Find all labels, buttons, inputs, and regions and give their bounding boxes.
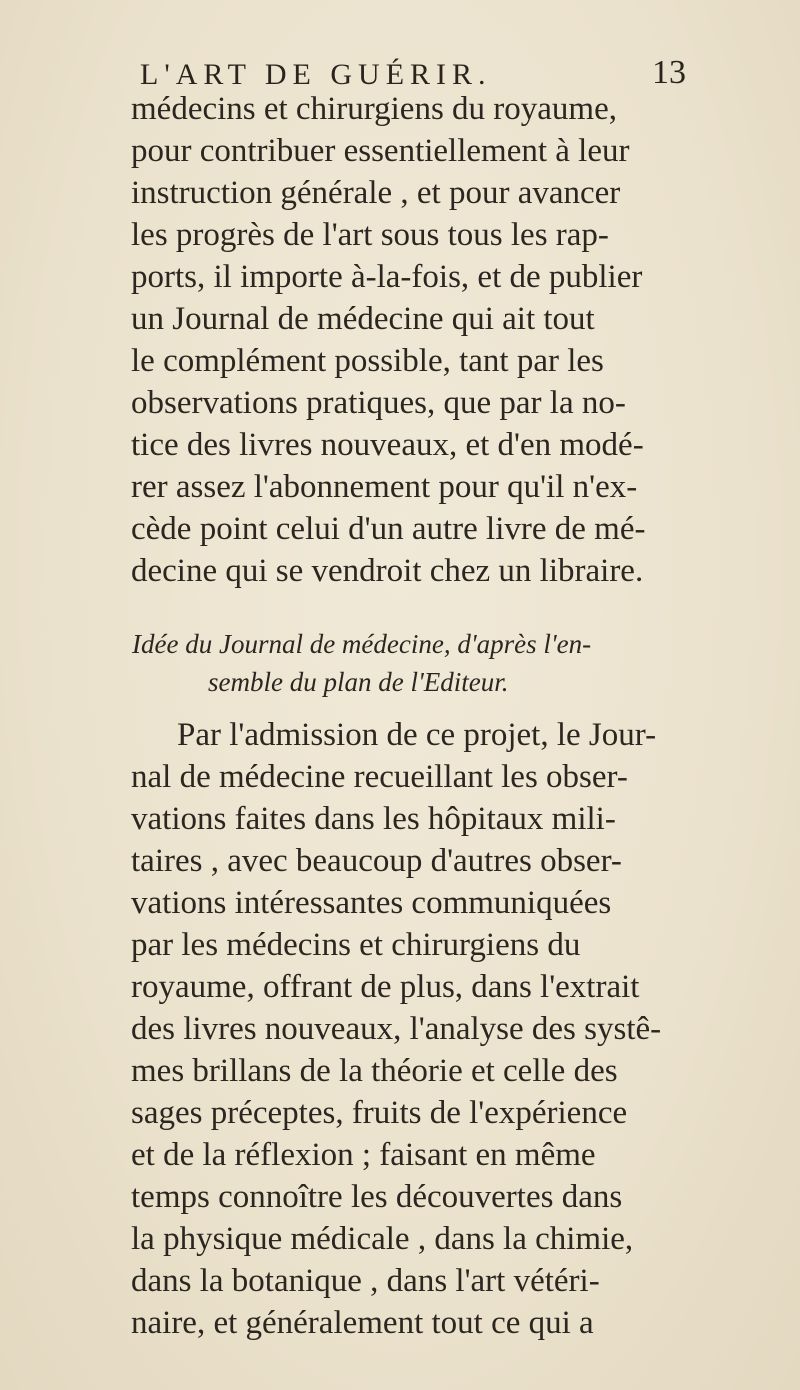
running-title: L'ART DE GUÉRIR.	[140, 58, 492, 91]
text-line: la physique médicale , dans la chimie,	[131, 1221, 634, 1257]
text-line: naire, et généralement tout ce qui a	[131, 1305, 594, 1341]
text-line: vations intéressantes communiquées	[131, 885, 612, 921]
text-line: temps connoître les découvertes dans	[131, 1179, 623, 1215]
text-line: nal de médecine recueillant les obser-	[131, 759, 628, 795]
text-line: decine qui se vendroit chez un libraire.	[131, 553, 644, 589]
text-line: observations pratiques, que par la no-	[131, 385, 626, 421]
text-line: instruction générale , et pour avancer	[131, 175, 621, 211]
page-number: 13	[652, 54, 686, 91]
text-line: des livres nouveaux, l'analyse des systê-	[131, 1011, 662, 1047]
text-line: par les médecins et chirurgiens du	[131, 927, 581, 963]
text-line: royaume, offrant de plus, dans l'extrait	[131, 969, 640, 1005]
text-line: Par l'admission de ce projet, le Jour-	[177, 717, 657, 753]
text-line: médecins et chirurgiens du royaume,	[131, 91, 617, 127]
text-line: sages préceptes, fruits de l'expérience	[131, 1095, 628, 1131]
text-line: les progrès de l'art sous tous les rap-	[131, 217, 609, 253]
text-line: le complément possible, tant par les	[131, 343, 604, 379]
text-line: et de la réflexion ; faisant en même	[131, 1137, 596, 1173]
text-line: mes brillans de la théorie et celle des	[131, 1053, 618, 1089]
text-line: un Journal de médecine qui ait tout	[131, 301, 595, 337]
text-line: dans la botanique , dans l'art vétéri-	[131, 1263, 600, 1299]
text-line: ports, il importe à-la-fois, et de publier	[131, 259, 643, 295]
text-line: tice des livres nouveaux, et d'en modé-	[131, 427, 644, 463]
text-line: taires , avec beaucoup d'autres obser-	[131, 843, 622, 879]
section-heading-line: Idée du Journal de médecine, d'après l'en-	[132, 629, 592, 659]
text-line: vations faites dans les hôpitaux mili-	[131, 801, 616, 837]
text-line: cède point celui d'un autre livre de mé-	[131, 511, 646, 547]
text-line: pour contribuer essentiellement à leur	[131, 133, 630, 169]
section-heading-line: semble du plan de l'Editeur.	[208, 667, 509, 697]
text-line: rer assez l'abonnement pour qu'il n'ex-	[131, 469, 638, 505]
